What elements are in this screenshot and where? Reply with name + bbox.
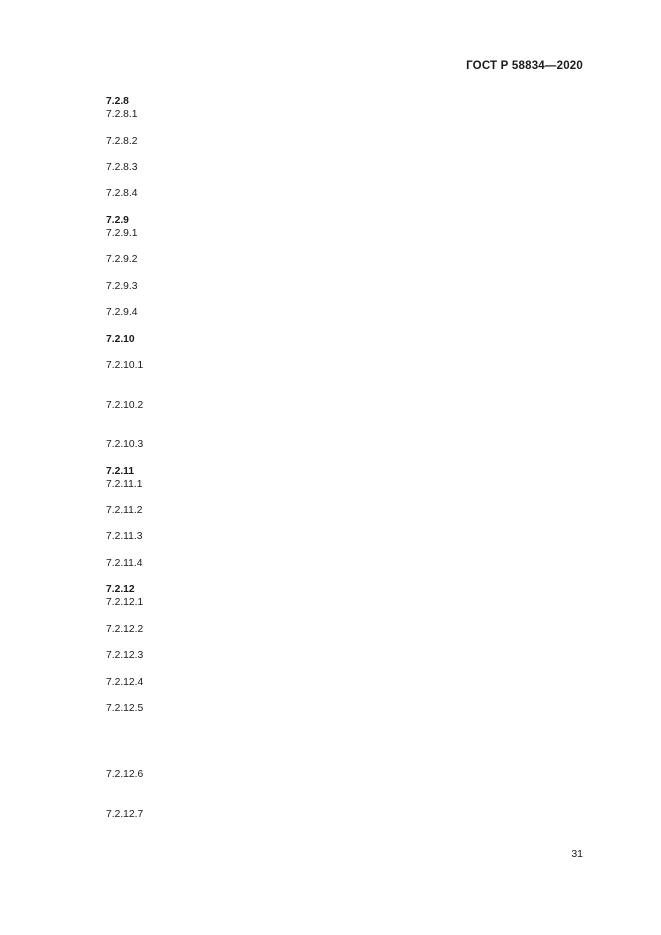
clause-number: 7.2.9.3 bbox=[106, 280, 138, 292]
clause-number: 7.2.12.1 bbox=[106, 597, 144, 609]
clause-paragraph bbox=[76, 135, 582, 161]
clause-paragraph bbox=[76, 438, 582, 464]
clause-paragraph bbox=[76, 108, 582, 134]
clause-number: 7.2.9.1 bbox=[106, 227, 138, 239]
section-heading bbox=[76, 95, 582, 108]
clause-number: 7.2.8 bbox=[106, 96, 129, 107]
clause-paragraph bbox=[76, 596, 582, 622]
clause-number: 7.2.8.2 bbox=[106, 135, 138, 147]
clause-number: 7.2.11 bbox=[106, 465, 135, 477]
clause-number: 7.2.11.2 bbox=[106, 505, 143, 517]
document-body bbox=[76, 95, 582, 834]
clause-number: 7.2.10.2 bbox=[106, 399, 144, 411]
clause-number: 7.2.12.3 bbox=[106, 650, 144, 662]
clause-paragraph bbox=[76, 702, 582, 768]
clause-paragraph bbox=[76, 280, 582, 306]
clause-number: 7.2.10 bbox=[106, 333, 135, 345]
clause-paragraph bbox=[76, 676, 582, 702]
clause-paragraph bbox=[76, 253, 582, 279]
clause-number: 7.2.10.3 bbox=[106, 439, 144, 451]
clause-number: 7.2.8.4 bbox=[106, 188, 138, 200]
clause-paragraph bbox=[76, 623, 582, 649]
clause-number: 7.2.9.4 bbox=[106, 307, 138, 319]
clause-number: 7.2.11.1 bbox=[106, 478, 143, 490]
standard-designation: ГОСТ Р 58834—2020 bbox=[466, 60, 583, 72]
clause-number: 7.2.10.1 bbox=[106, 359, 144, 371]
section-heading bbox=[76, 465, 582, 478]
clause-number: 7.2.12.5 bbox=[106, 703, 144, 715]
page-number: 31 bbox=[571, 848, 583, 860]
clause-number: 7.2.11.3 bbox=[106, 531, 143, 543]
clause-paragraph bbox=[76, 478, 582, 504]
clause-number: 7.2.9.2 bbox=[106, 254, 138, 266]
clause-paragraph bbox=[76, 557, 582, 583]
clause-paragraph bbox=[76, 530, 582, 556]
clause-number: 7.2.12 bbox=[106, 584, 135, 596]
clause-number: 7.2.12.2 bbox=[106, 623, 144, 635]
clause-number: 7.2.8.3 bbox=[106, 161, 138, 173]
section-heading bbox=[76, 214, 582, 227]
clause-number: 7.2.12.6 bbox=[106, 769, 144, 781]
clause-paragraph bbox=[76, 306, 582, 332]
section-heading bbox=[76, 583, 582, 596]
clause-number: 7.2.9 bbox=[106, 214, 129, 226]
clause-paragraph bbox=[76, 808, 582, 834]
clause-paragraph bbox=[76, 161, 582, 187]
clause-number: 7.2.8.1 bbox=[106, 109, 138, 121]
clause-paragraph bbox=[76, 504, 582, 530]
clause-paragraph bbox=[76, 359, 582, 399]
clause-number: 7.2.11.4 bbox=[106, 557, 143, 569]
clause-paragraph bbox=[76, 227, 582, 253]
section-heading bbox=[76, 333, 582, 359]
clause-number: 7.2.12.4 bbox=[106, 676, 144, 688]
clause-number: 7.2.12.7 bbox=[106, 808, 144, 820]
clause-paragraph bbox=[76, 399, 582, 439]
clause-paragraph bbox=[76, 768, 582, 808]
clause-paragraph bbox=[76, 187, 582, 213]
clause-paragraph bbox=[76, 649, 582, 675]
